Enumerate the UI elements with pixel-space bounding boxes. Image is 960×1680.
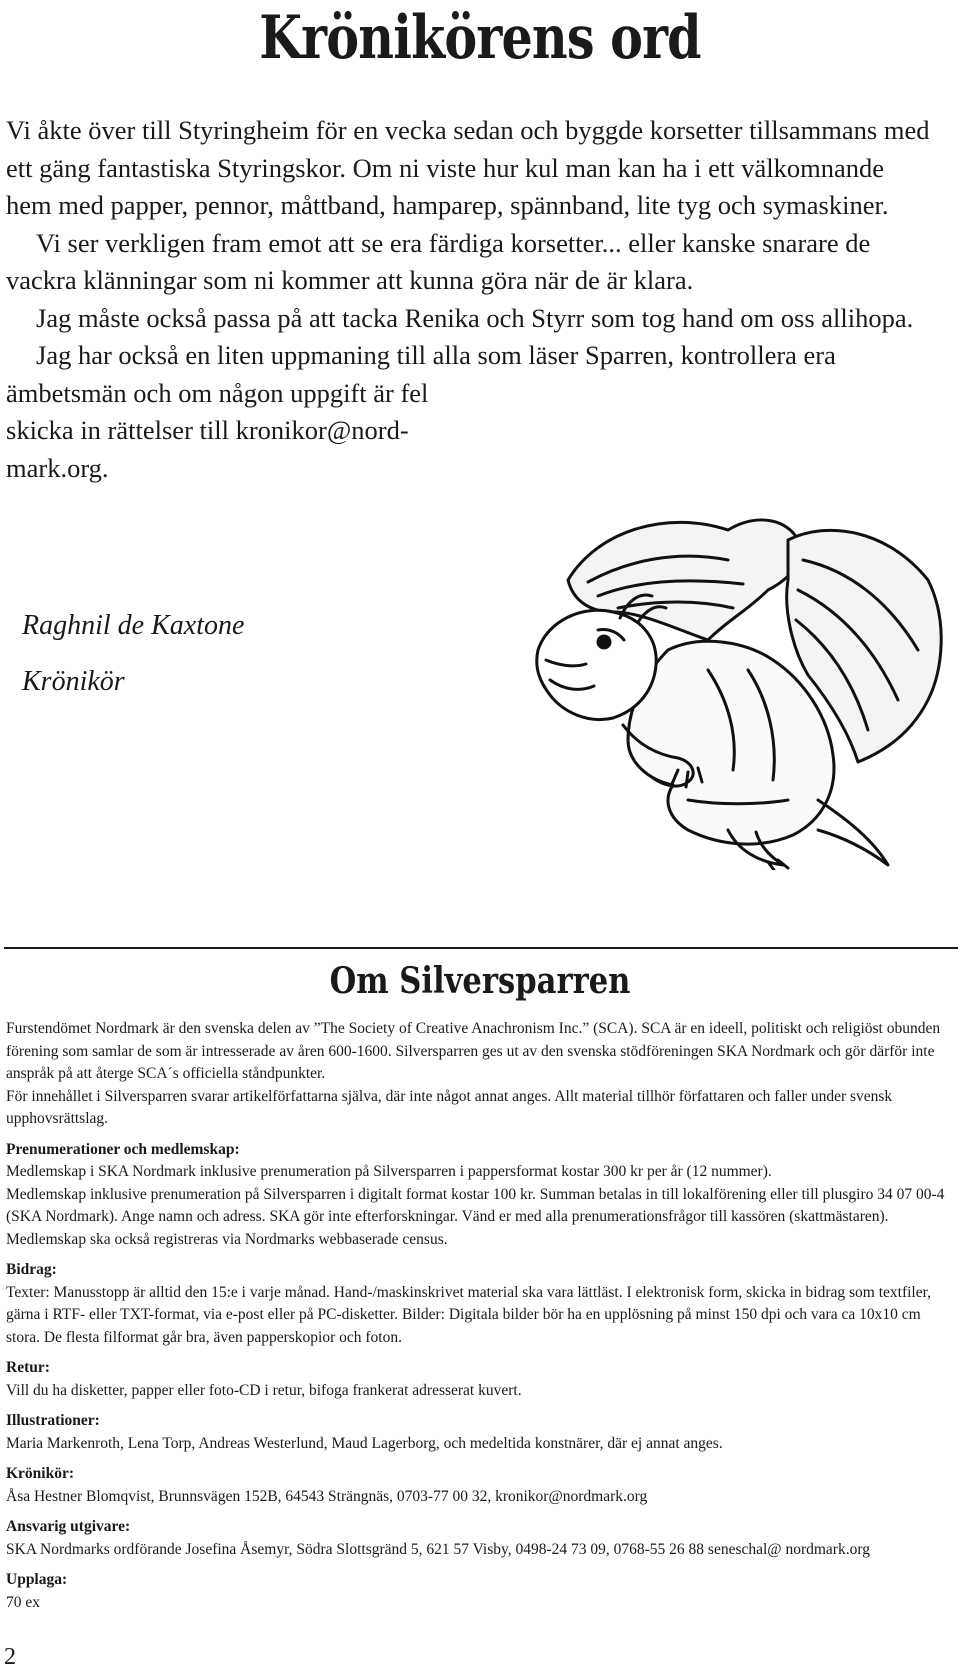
colophon-heading: Retur:	[6, 1359, 50, 1376]
intro-paragraph: Vi ser verkligen fram emot att se era färdiga korsetter... eller kanske snarare de vackra klänningar som ni kommer att kunna göra när de är klara.	[6, 227, 871, 295]
colophon-line: Maria Markenroth, Lena Torp, Andreas Westerlund, Maud Lagerborg, och medeltida konstnärer, där ej annat anges.	[6, 1434, 723, 1452]
intro-paragraph: Jag har också en liten uppmaning till alla som läser Sparren, kontrollera era ämbetsmän och om någon uppgift är fel	[6, 340, 836, 408]
colophon-line: SKA Nordmarks ordförande Josefina Åsemyr, Södra Slottsgränd 5, 621 57 Visby, 0498-24 73 09, 0768-55 26 88 seneschal@ nordmark.org	[6, 1540, 870, 1558]
intro-paragraph: Jag måste också passa på att tacka Renika och Styrr som tog hand om oss allihopa.	[36, 302, 914, 333]
colophon-heading: Upplaga:	[6, 1571, 68, 1588]
colophon-line: Medlemskap inklusive prenumeration på Silversparren i digitalt format kostar 100 kr. Summan betalas in till lokalförening eller till plusgiro 34 07 00-4 (SKA Nordmark). Ange namn och adress. SKA gör inte efterforskningar. Vänd er med alla prenumerationsfrågor till kassören (skattmästaren). Medlemskap ska också registreras via Nordmarks webbaserade census.	[6, 1185, 945, 1248]
page-title: Krönikörens ord	[259, 3, 701, 73]
colophon-heading: Illustrationer:	[6, 1412, 100, 1429]
colophon-line: Texter: Manusstopp är alltid den 15:e i varje månad. Hand-/maskinskrivet material ska vara lättläst. I elektronisk form, skicka in bidrag som textfiler, gärna i RTF- eller TXT-format, via e-post eller på PC-disketter. Bilder: Digitala bilder bör ha en upplösning på minst 150 dpi och vara ca 10x10 cm stora. De flesta filformat går bra, även papperskopior och foton.	[6, 1283, 932, 1346]
colophon-paragraph: För innehållet i Silversparren svarar artikelförfattarna själva, där inte något annat anges. Allt material tillhör författaren och faller under svensk upphovsrättslag.	[6, 1087, 893, 1127]
section-title: Om Silversparren	[329, 960, 631, 1002]
colophon-line: Vill du ha disketter, papper eller foto-CD i retur, bifoga frankerat adresserat kuvert.	[6, 1381, 522, 1399]
intro-text	[6, 112, 936, 487]
section-divider	[4, 947, 958, 949]
colophon-heading: Krönikör:	[6, 1465, 75, 1482]
colophon-heading: Bidrag:	[6, 1261, 57, 1278]
colophon-line: 70 ex	[6, 1593, 41, 1611]
colophon-line: Medlemskap i SKA Nordmark inklusive prenumeration på Silversparren i pappersformat kostar 300 kr per år (12 nummer).	[6, 1163, 772, 1180]
intro-paragraph: mark.org.	[6, 452, 109, 483]
signature-name: Raghnil de Kaxtone	[22, 610, 245, 641]
colophon-heading: Prenumerationer och medlemskap:	[6, 1140, 240, 1158]
colophon	[6, 1018, 958, 1614]
signature-role: Krönikör	[22, 666, 125, 697]
colophon-heading: Ansvarig utgivare:	[6, 1518, 131, 1535]
page-number: 2	[4, 1644, 16, 1670]
colophon-line: Åsa Hestner Blomqvist, Brunnsvägen 152B, 64543 Strängnäs, 0703-77 00 32, kronikor@nordmark.org	[6, 1487, 648, 1505]
gargoyle-dragon-illustration	[528, 500, 954, 870]
intro-paragraph: Vi åkte över till Styringheim för en vecka sedan och byggde korsetter tillsammans med ett gäng fantastiska Styringskor. Om ni viste hur kul man kan ha i ett välkomnande hem med papper, pennor, måttband, hamparep, spännband, lite tyg och symaskiner.	[6, 115, 930, 220]
colophon-paragraph: Furstendömet Nordmark är den svenska delen av ”The Society of Creative Anachronism Inc.” (SCA). SCA är en ideell, politiskt och religiöst obunden förening som samlar de som är intresserade av åren 600-1600. Silversparren ges ut av den svenska stödföreningen SKA Nordmark och gör därför inte anspråk på att återge SCA´s officiella ståndpunkter.	[6, 1020, 941, 1082]
intro-paragraph: skicka in rättelser till kronikor@nord-	[6, 415, 409, 445]
